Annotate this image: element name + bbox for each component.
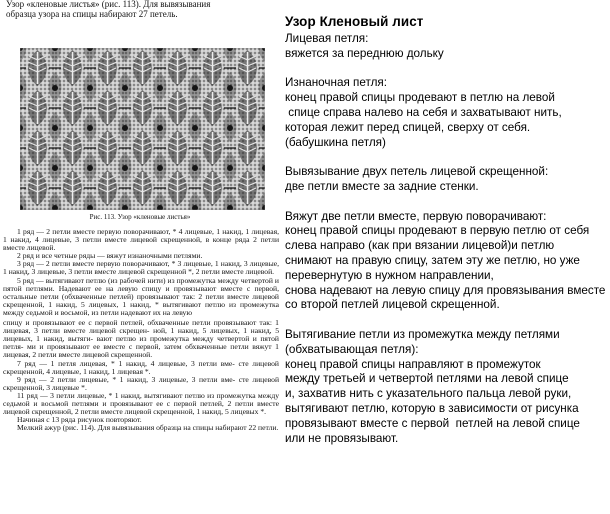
scan-row-line: Начиная с 13 ряда рисунок повторяют. bbox=[17, 415, 142, 425]
scan-row-line: 9 ряд — 2 петли лицевые, * 1 накид, 3 лицевые, 3 петли вме- bbox=[17, 374, 236, 384]
instruction-line: Вывязывание двух петель лицевой скрещенной: bbox=[285, 165, 549, 179]
scan-row-paragraph bbox=[3, 277, 279, 317]
instruction-line: со второй петлей лицевой скрещенной. bbox=[285, 298, 500, 312]
instruction-line: конец правой спицы продевают в первую петлю от себя bbox=[285, 224, 590, 238]
scan-row-paragraph bbox=[3, 424, 279, 432]
scan-row-line: 1 ряд — 2 петли вместе первую поворачивают, * 4 лицевые, bbox=[17, 227, 214, 236]
scan-row-line: промежутка между седьмой и восьмой петлями и провязывают bbox=[3, 390, 279, 408]
scan-row-line: 2 ряд и все четные ряды — вяжут изнаночными петлями. bbox=[17, 251, 203, 261]
scan-row-line: провязывают так: 1 лицевая, 3 петли вместе лицевой скрещен- bbox=[3, 318, 279, 336]
instruction-line: или не провязывают. bbox=[285, 431, 399, 445]
scan-header bbox=[6, 0, 278, 19]
instruction-line: между третьей и четвертой петлями на левой спице bbox=[285, 372, 569, 386]
scan-row-paragraph bbox=[3, 392, 279, 416]
block-spacer bbox=[285, 150, 607, 165]
scan-row-paragraph bbox=[3, 228, 279, 252]
scan-row-line: 5 ряд — вытягивают петлю (из рабочей нити) из промежутка bbox=[17, 275, 216, 285]
scan-row-paragraph bbox=[3, 376, 279, 392]
scan-row-line: сте лицевой скрещенной, 4 лицевые, 1 накид, 1 лицевая *. bbox=[3, 358, 279, 376]
block-spacer bbox=[285, 62, 607, 77]
scan-row-line: 1 накид, 3 лицевые, 1 накид, 3 лицевые, 3 петли вместе лицевой bbox=[3, 259, 280, 277]
scan-header-line: образца узора на спицы набирают 27 петель. bbox=[6, 9, 178, 19]
scan-row-line: ее с первой петлей, 2 петли вместе лицевой скрещенной, bbox=[3, 398, 279, 417]
scan-row-line: из промежутка между седьмой и восьмой, из петли надевают их на левую bbox=[3, 299, 279, 317]
instruction-line: Вяжут две петли вместе, первую поворачивают: bbox=[285, 209, 547, 223]
instruction-line: (бабушкина петля) bbox=[285, 135, 386, 149]
instruction-block bbox=[285, 32, 607, 62]
scan-row-line: спицу и провязывают ее с первой петлей, обхваченные петли bbox=[3, 318, 211, 328]
instruction-line: слева направо (как при вязании лицевой)и петлю bbox=[285, 239, 555, 253]
instruction-line: Изнаночная петля: bbox=[285, 76, 387, 90]
scan-row-line: сте лицевой скрещенной, 3 лицевые *. bbox=[3, 374, 280, 392]
scan-row-line: ми и провязывают ее вместе с первой, затем обхваченные bbox=[26, 342, 227, 352]
instruction-block bbox=[285, 76, 607, 150]
scan-row-line: спицы набирают 22 петли. bbox=[192, 423, 279, 433]
instructions-panel bbox=[285, 14, 607, 446]
block-spacer bbox=[285, 195, 607, 210]
instruction-line: снова надевают на левую спицу для провязывания вместе bbox=[285, 283, 606, 297]
scan-row-line: 3 ряд — 2 петли вместе первую поворачивают, * 3 лицевые, bbox=[17, 259, 213, 269]
scan-row-line: 1 накид, 5 лицевых, 1 накид, * вытягивают петлю bbox=[48, 299, 226, 309]
instruction-line: Вытягивание петли из промежутка между петлями bbox=[285, 327, 560, 341]
scan-row-line: и провязывают вместе с первой, остальные петли (обхваченные bbox=[3, 283, 279, 301]
scan-row-paragraph bbox=[3, 319, 279, 359]
instruction-line: и, захватив нить с указательного пальца левой руки, bbox=[285, 387, 572, 401]
instruction-line: которая лежит перед спицей, сверху от себя. bbox=[285, 120, 531, 134]
instruction-line: провязывают вместе с первой петлей на левой спице bbox=[285, 416, 580, 430]
instruction-line: вытягивают петлю, которую в зависимости от рисунка bbox=[285, 401, 579, 415]
figure-caption: Рис. 113. Узор «кленовые листья» bbox=[89, 213, 191, 221]
instruction-line: спице справа налево на себя и захватывают нить, bbox=[285, 105, 562, 119]
scanned-book-page bbox=[0, 0, 280, 514]
knitting-swatch-photo bbox=[20, 48, 265, 210]
scan-row-line: скрещенной *, 2 петли вместе лицевой. bbox=[146, 267, 275, 277]
scan-row-paragraph bbox=[3, 260, 279, 276]
scan-row-line: между четвертой и пятой петлями. Надевают ее на левую спицу bbox=[3, 275, 279, 293]
knitting-rows-text bbox=[3, 228, 279, 432]
block-spacer bbox=[285, 313, 607, 328]
instruction-block bbox=[285, 210, 607, 314]
instruction-line: перевернутую в нужном направлении, bbox=[285, 268, 494, 282]
scan-row-line: вают петлю из промежутка между четвертой и пятой петля- bbox=[3, 334, 279, 352]
instruction-block bbox=[285, 165, 607, 195]
scan-row-line: ной, 1 накид, 5 лицевых, 1 накид, 5 лицевых, 1 накид, вытяги- bbox=[3, 326, 279, 344]
instruction-block bbox=[285, 328, 607, 446]
pattern-title: Узор Кленовый лист bbox=[285, 14, 424, 29]
scan-row-line: 7 ряд — 1 петля лицевая, * 1 накид, 4 лицевые, 3 петли вме- bbox=[17, 358, 235, 368]
scan-row-line: петли вяжут 1 лицевая, 2 петли вместе лицевой скрещенной. bbox=[3, 342, 279, 360]
scan-row-line: 11 ряд — 3 петли лицевые, * 1 накид, вытягивают петлю из bbox=[17, 390, 215, 400]
instruction-line: конец правой спицы продевают в петлю на левой bbox=[285, 91, 555, 105]
instruction-blocks bbox=[285, 32, 607, 446]
instruction-line: Лицевая петля: bbox=[285, 32, 369, 45]
instruction-line: конец правой спицы направляют в промежуток bbox=[285, 357, 541, 371]
scan-row-paragraph bbox=[3, 360, 279, 376]
instruction-line: две петли вместе за задние стенки. bbox=[285, 179, 479, 193]
instruction-line: снимают на правую спицу, затем эту же петлю, но уже bbox=[285, 253, 580, 267]
instruction-line: вяжется за переднюю дольку bbox=[285, 46, 444, 60]
instruction-line: (обхватывающая петля): bbox=[285, 342, 419, 356]
scan-header-line: Узор «кленовые листья» (рис. 113). Для вывязывания bbox=[6, 0, 211, 9]
scan-row-line: 2 петли вместе лицевой скрещенной, 1 накид, 5 лицевых *. bbox=[74, 407, 267, 417]
scan-row-line: Мелкий ажур (рис. 114). Для вывязывания образца на bbox=[17, 423, 191, 433]
scan-row-line: скрещенной, в конце ряда 2 петли вместе лицевой. bbox=[3, 235, 280, 253]
scan-row-line: 1 накид, 1 лицевая, 1 накид, 4 лицевые, 3 петли вместе лицевой bbox=[3, 227, 279, 245]
scan-row-line: петлей) провязывают так: 2 петли вместе лицевой скрещенной, bbox=[3, 291, 279, 309]
